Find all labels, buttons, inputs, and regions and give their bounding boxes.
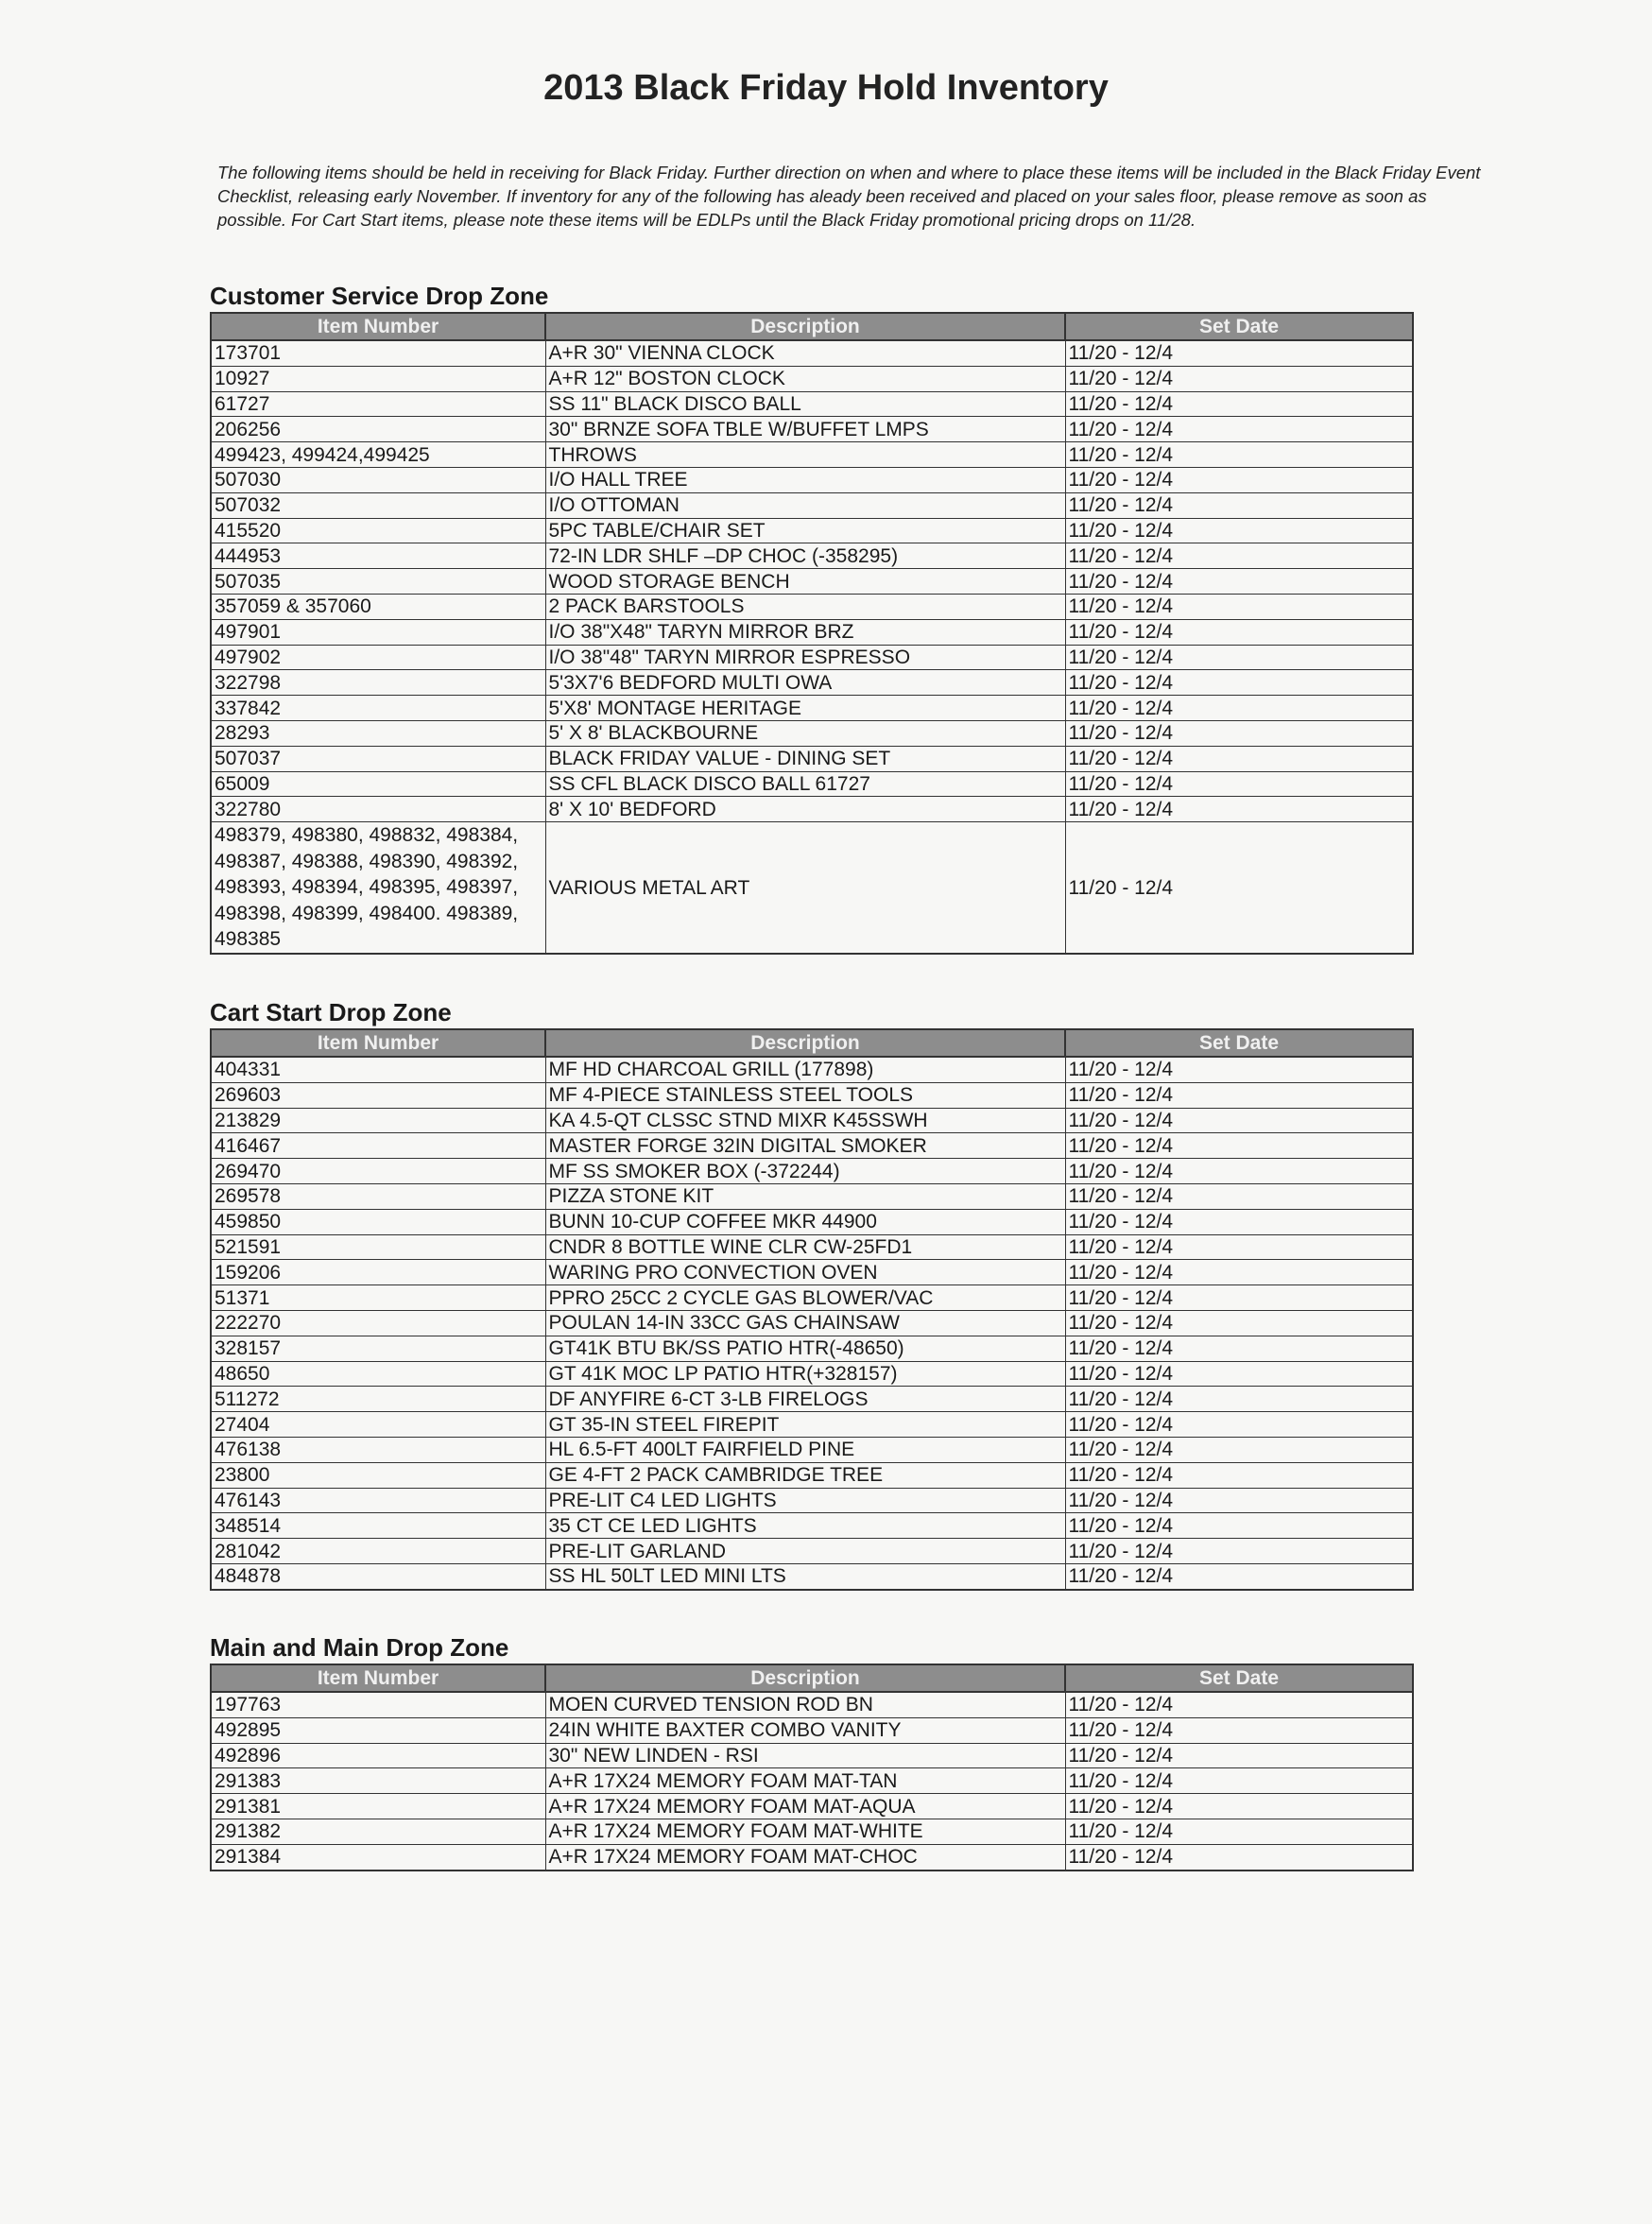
item-number-cell: 511272	[211, 1387, 545, 1412]
table-row	[211, 417, 1413, 442]
table-row	[211, 1234, 1413, 1260]
column-header-description: Description	[545, 1664, 1065, 1692]
item-number-cell: 10927	[211, 366, 545, 391]
set-date-cell: 11/20 - 12/4	[1065, 1743, 1413, 1768]
description-cell: 2 PACK BARSTOOLS	[545, 594, 1065, 619]
table-row	[211, 1082, 1413, 1108]
description-cell: 72-IN LDR SHLF –DP CHOC (-358295)	[545, 543, 1065, 569]
item-number-cell: 322780	[211, 797, 545, 822]
item-number-cell: 404331	[211, 1057, 545, 1082]
section-main-and-main	[210, 1633, 1412, 1871]
set-date-cell: 11/20 - 12/4	[1065, 543, 1413, 569]
description-cell: A+R 12" BOSTON CLOCK	[545, 366, 1065, 391]
item-number-cell: 337842	[211, 696, 545, 721]
item-number-cell: 497901	[211, 619, 545, 645]
description-cell: MASTER FORGE 32IN DIGITAL SMOKER	[545, 1133, 1065, 1159]
table-row	[211, 1336, 1413, 1361]
description-cell: HL 6.5-FT 400LT FAIRFIELD PINE	[545, 1437, 1065, 1462]
description-cell: MOEN CURVED TENSION ROD BN	[545, 1692, 1065, 1717]
item-number-cell: 415520	[211, 518, 545, 543]
description-cell: VARIOUS METAL ART	[545, 822, 1065, 955]
set-date-cell: 11/20 - 12/4	[1065, 1108, 1413, 1133]
description-cell: MF 4-PIECE STAINLESS STEEL TOOLS	[545, 1082, 1065, 1108]
set-date-cell: 11/20 - 12/4	[1065, 1183, 1413, 1209]
column-header-description: Description	[545, 1029, 1065, 1057]
table-row	[211, 797, 1413, 822]
item-number-cell: 269603	[211, 1082, 545, 1108]
item-number-cell: 281042	[211, 1539, 545, 1564]
item-number-cell: 459850	[211, 1209, 545, 1234]
item-number-cell: 322798	[211, 670, 545, 696]
set-date-cell: 11/20 - 12/4	[1065, 1209, 1413, 1234]
description-cell: 5'3X7'6 BEDFORD MULTI OWA	[545, 670, 1065, 696]
description-cell: GE 4-FT 2 PACK CAMBRIDGE TREE	[545, 1462, 1065, 1488]
table-row	[211, 1488, 1413, 1513]
table-row	[211, 1513, 1413, 1539]
set-date-cell: 11/20 - 12/4	[1065, 1285, 1413, 1311]
item-number-cell: 328157	[211, 1336, 545, 1361]
description-cell: A+R 17X24 MEMORY FOAM MAT-WHITE	[545, 1819, 1065, 1844]
set-date-cell: 11/20 - 12/4	[1065, 822, 1413, 955]
table-row	[211, 594, 1413, 619]
set-date-cell: 11/20 - 12/4	[1065, 569, 1413, 595]
inventory-table	[210, 312, 1414, 955]
set-date-cell: 11/20 - 12/4	[1065, 619, 1413, 645]
table-row	[211, 1361, 1413, 1387]
item-number-cell: 28293	[211, 720, 545, 746]
table-row	[211, 1743, 1413, 1768]
set-date-cell: 11/20 - 12/4	[1065, 771, 1413, 797]
set-date-cell: 11/20 - 12/4	[1065, 1488, 1413, 1513]
set-date-cell: 11/20 - 12/4	[1065, 594, 1413, 619]
item-number-cell: 291382	[211, 1819, 545, 1844]
set-date-cell: 11/20 - 12/4	[1065, 1844, 1413, 1870]
description-cell: I/O OTTOMAN	[545, 492, 1065, 518]
table-row	[211, 1108, 1413, 1133]
table-row	[211, 645, 1413, 670]
table-row	[211, 1819, 1413, 1844]
column-header-set-date: Set Date	[1065, 1029, 1413, 1057]
set-date-cell: 11/20 - 12/4	[1065, 1819, 1413, 1844]
description-cell: THROWS	[545, 442, 1065, 468]
table-row	[211, 1539, 1413, 1564]
set-date-cell: 11/20 - 12/4	[1065, 1082, 1413, 1108]
description-cell: DF ANYFIRE 6-CT 3-LB FIRELOGS	[545, 1387, 1065, 1412]
description-cell: BLACK FRIDAY VALUE - DINING SET	[545, 746, 1065, 771]
table-row	[211, 1563, 1413, 1589]
section-heading: Cart Start Drop Zone	[210, 998, 452, 1026]
set-date-cell: 11/20 - 12/4	[1065, 670, 1413, 696]
table-row	[211, 1260, 1413, 1285]
table-row	[211, 619, 1413, 645]
description-cell: GT 35-IN STEEL FIREPIT	[545, 1412, 1065, 1438]
item-number-cell: 291384	[211, 1844, 545, 1870]
item-number-cell: 507030	[211, 467, 545, 492]
inventory-table	[210, 1028, 1414, 1591]
description-cell: 30" BRNZE SOFA TBLE W/BUFFET LMPS	[545, 417, 1065, 442]
table-row	[211, 1133, 1413, 1159]
table-row	[211, 1794, 1413, 1819]
set-date-cell: 11/20 - 12/4	[1065, 340, 1413, 366]
item-number-cell: 173701	[211, 340, 545, 366]
item-number-cell: 159206	[211, 1260, 545, 1285]
column-header-item-number: Item Number	[211, 313, 545, 340]
description-cell: 5' X 8' BLACKBOURNE	[545, 720, 1065, 746]
item-number-cell: 357059 & 357060	[211, 594, 545, 619]
item-number-cell: 222270	[211, 1310, 545, 1336]
description-cell: A+R 17X24 MEMORY FOAM MAT-CHOC	[545, 1844, 1065, 1870]
set-date-cell: 11/20 - 12/4	[1065, 1336, 1413, 1361]
table-row	[211, 1209, 1413, 1234]
description-cell: KA 4.5-QT CLSSC STND MIXR K45SSWH	[545, 1108, 1065, 1133]
set-date-cell: 11/20 - 12/4	[1065, 1563, 1413, 1589]
table-row	[211, 1387, 1413, 1412]
description-cell: CNDR 8 BOTTLE WINE CLR CW-25FD1	[545, 1234, 1065, 1260]
item-number-cell: 269470	[211, 1159, 545, 1184]
table-row	[211, 569, 1413, 595]
item-number-cell: 291381	[211, 1794, 545, 1819]
table-row	[211, 467, 1413, 492]
item-number-cell: 484878	[211, 1563, 545, 1589]
description-cell: 35 CT CE LED LIGHTS	[545, 1513, 1065, 1539]
set-date-cell: 11/20 - 12/4	[1065, 1361, 1413, 1387]
item-number-cell: 197763	[211, 1692, 545, 1717]
set-date-cell: 11/20 - 12/4	[1065, 797, 1413, 822]
table-row	[211, 1844, 1413, 1870]
item-number-cell: 521591	[211, 1234, 545, 1260]
description-cell: PRE-LIT C4 LED LIGHTS	[545, 1488, 1065, 1513]
description-cell: 30" NEW LINDEN - RSI	[545, 1743, 1065, 1768]
item-number-cell: 27404	[211, 1412, 545, 1438]
item-number-cell: 476138	[211, 1437, 545, 1462]
description-cell: I/O 38"X48" TARYN MIRROR BRZ	[545, 619, 1065, 645]
table-row	[211, 1462, 1413, 1488]
table-row	[211, 670, 1413, 696]
table-row	[211, 746, 1413, 771]
description-cell: WOOD STORAGE BENCH	[545, 569, 1065, 595]
description-cell: 5'X8' MONTAGE HERITAGE	[545, 696, 1065, 721]
item-number-cell: 48650	[211, 1361, 545, 1387]
description-cell: GT 41K MOC LP PATIO HTR(+328157)	[545, 1361, 1065, 1387]
set-date-cell: 11/20 - 12/4	[1065, 1260, 1413, 1285]
table-row	[211, 1412, 1413, 1438]
column-header-set-date: Set Date	[1065, 313, 1413, 340]
set-date-cell: 11/20 - 12/4	[1065, 1717, 1413, 1743]
item-number-cell: 416467	[211, 1133, 545, 1159]
description-cell: 8' X 10' BEDFORD	[545, 797, 1065, 822]
item-number-cell: 476143	[211, 1488, 545, 1513]
set-date-cell: 11/20 - 12/4	[1065, 1768, 1413, 1794]
set-date-cell: 11/20 - 12/4	[1065, 1437, 1413, 1462]
set-date-cell: 11/20 - 12/4	[1065, 518, 1413, 543]
item-number-cell: 61727	[211, 391, 545, 417]
column-header-item-number: Item Number	[211, 1029, 545, 1057]
section-heading: Main and Main Drop Zone	[210, 1633, 509, 1662]
set-date-cell: 11/20 - 12/4	[1065, 1234, 1413, 1260]
item-number-cell: 213829	[211, 1108, 545, 1133]
item-number-cell: 65009	[211, 771, 545, 797]
set-date-cell: 11/20 - 12/4	[1065, 746, 1413, 771]
description-cell: PPRO 25CC 2 CYCLE GAS BLOWER/VAC	[545, 1285, 1065, 1311]
column-header-description: Description	[545, 313, 1065, 340]
table-row	[211, 822, 1413, 955]
item-number-cell: 507035	[211, 569, 545, 595]
set-date-cell: 11/20 - 12/4	[1065, 467, 1413, 492]
column-header-set-date: Set Date	[1065, 1664, 1413, 1692]
page-title: 2013 Black Friday Hold Inventory	[543, 68, 1109, 108]
table-header-row	[211, 313, 1413, 340]
inventory-table	[210, 1664, 1414, 1871]
table-row	[211, 771, 1413, 797]
description-cell: SS CFL BLACK DISCO BALL 61727	[545, 771, 1065, 797]
set-date-cell: 11/20 - 12/4	[1065, 417, 1413, 442]
description-cell: SS 11" BLACK DISCO BALL	[545, 391, 1065, 417]
section-cart-start	[210, 998, 1412, 1591]
set-date-cell: 11/20 - 12/4	[1065, 1133, 1413, 1159]
description-cell: POULAN 14-IN 33CC GAS CHAINSAW	[545, 1310, 1065, 1336]
table-row	[211, 1159, 1413, 1184]
item-number-cell: 206256	[211, 417, 545, 442]
table-row	[211, 492, 1413, 518]
set-date-cell: 11/20 - 12/4	[1065, 1462, 1413, 1488]
set-date-cell: 11/20 - 12/4	[1065, 391, 1413, 417]
item-number-cell: 348514	[211, 1513, 545, 1539]
description-cell: MF HD CHARCOAL GRILL (177898)	[545, 1057, 1065, 1082]
item-number-cell: 269578	[211, 1183, 545, 1209]
description-cell: 5PC TABLE/CHAIR SET	[545, 518, 1065, 543]
item-number-cell: 291383	[211, 1768, 545, 1794]
item-number-cell: 23800	[211, 1462, 545, 1488]
table-row	[211, 1057, 1413, 1082]
table-row	[211, 1285, 1413, 1311]
table-row	[211, 1183, 1413, 1209]
description-cell: GT41K BTU BK/SS PATIO HTR(-48650)	[545, 1336, 1065, 1361]
table-row	[211, 720, 1413, 746]
description-cell: PRE-LIT GARLAND	[545, 1539, 1065, 1564]
section-heading: Customer Service Drop Zone	[210, 282, 549, 310]
item-number-cell: 444953	[211, 543, 545, 569]
table-row	[211, 1310, 1413, 1336]
description-cell: I/O HALL TREE	[545, 467, 1065, 492]
set-date-cell: 11/20 - 12/4	[1065, 1057, 1413, 1082]
item-number-cell: 492895	[211, 1717, 545, 1743]
set-date-cell: 11/20 - 12/4	[1065, 366, 1413, 391]
intro-paragraph: The following items should be held in receiving for Black Friday. Further direction on when and where to place these items will be included in the Black Friday Event Checklist, releasing early November. If inventory for any of the following has aleady been received and placed on your sales floor, please remove as soon as possible. For Cart Start items, please note these items will be EDLPs until the Black Friday promotional pricing drops on 11/28.	[217, 163, 1481, 230]
table-row	[211, 1717, 1413, 1743]
set-date-cell: 11/20 - 12/4	[1065, 1539, 1413, 1564]
table-row	[211, 391, 1413, 417]
item-number-cell: 507032	[211, 492, 545, 518]
item-number-cell: 498379, 498380, 498832, 498384, 498387, 498388, 498390, 498392, 498393, 498394, 498395, 498397, 498398, 498399, 498400. 498389, 498385	[211, 822, 545, 955]
table-header-row	[211, 1664, 1413, 1692]
description-cell: I/O 38"48" TARYN MIRROR ESPRESSO	[545, 645, 1065, 670]
set-date-cell: 11/20 - 12/4	[1065, 1387, 1413, 1412]
description-cell: 24IN WHITE BAXTER COMBO VANITY	[545, 1717, 1065, 1743]
set-date-cell: 11/20 - 12/4	[1065, 720, 1413, 746]
item-number-cell: 497902	[211, 645, 545, 670]
description-cell: A+R 30" VIENNA CLOCK	[545, 340, 1065, 366]
description-cell: BUNN 10-CUP COFFEE MKR 44900	[545, 1209, 1065, 1234]
set-date-cell: 11/20 - 12/4	[1065, 1692, 1413, 1717]
set-date-cell: 11/20 - 12/4	[1065, 645, 1413, 670]
item-number-cell: 507037	[211, 746, 545, 771]
item-number-cell: 492896	[211, 1743, 545, 1768]
table-row	[211, 366, 1413, 391]
table-row	[211, 696, 1413, 721]
table-row	[211, 543, 1413, 569]
table-row	[211, 442, 1413, 468]
set-date-cell: 11/20 - 12/4	[1065, 696, 1413, 721]
description-cell: SS HL 50LT LED MINI LTS	[545, 1563, 1065, 1589]
set-date-cell: 11/20 - 12/4	[1065, 1513, 1413, 1539]
set-date-cell: 11/20 - 12/4	[1065, 1794, 1413, 1819]
table-row	[211, 1768, 1413, 1794]
table-row	[211, 1437, 1413, 1462]
table-row	[211, 1692, 1413, 1717]
description-cell: A+R 17X24 MEMORY FOAM MAT-TAN	[545, 1768, 1065, 1794]
set-date-cell: 11/20 - 12/4	[1065, 1412, 1413, 1438]
description-cell: WARING PRO CONVECTION OVEN	[545, 1260, 1065, 1285]
section-customer-service	[210, 282, 1412, 955]
item-number-cell: 499423, 499424,499425	[211, 442, 545, 468]
description-cell: PIZZA STONE KIT	[545, 1183, 1065, 1209]
set-date-cell: 11/20 - 12/4	[1065, 442, 1413, 468]
description-cell: A+R 17X24 MEMORY FOAM MAT-AQUA	[545, 1794, 1065, 1819]
item-number-cell: 51371	[211, 1285, 545, 1311]
description-cell: MF SS SMOKER BOX (-372244)	[545, 1159, 1065, 1184]
table-header-row	[211, 1029, 1413, 1057]
column-header-item-number: Item Number	[211, 1664, 545, 1692]
set-date-cell: 11/20 - 12/4	[1065, 1310, 1413, 1336]
table-row	[211, 518, 1413, 543]
table-row	[211, 340, 1413, 366]
set-date-cell: 11/20 - 12/4	[1065, 492, 1413, 518]
set-date-cell: 11/20 - 12/4	[1065, 1159, 1413, 1184]
